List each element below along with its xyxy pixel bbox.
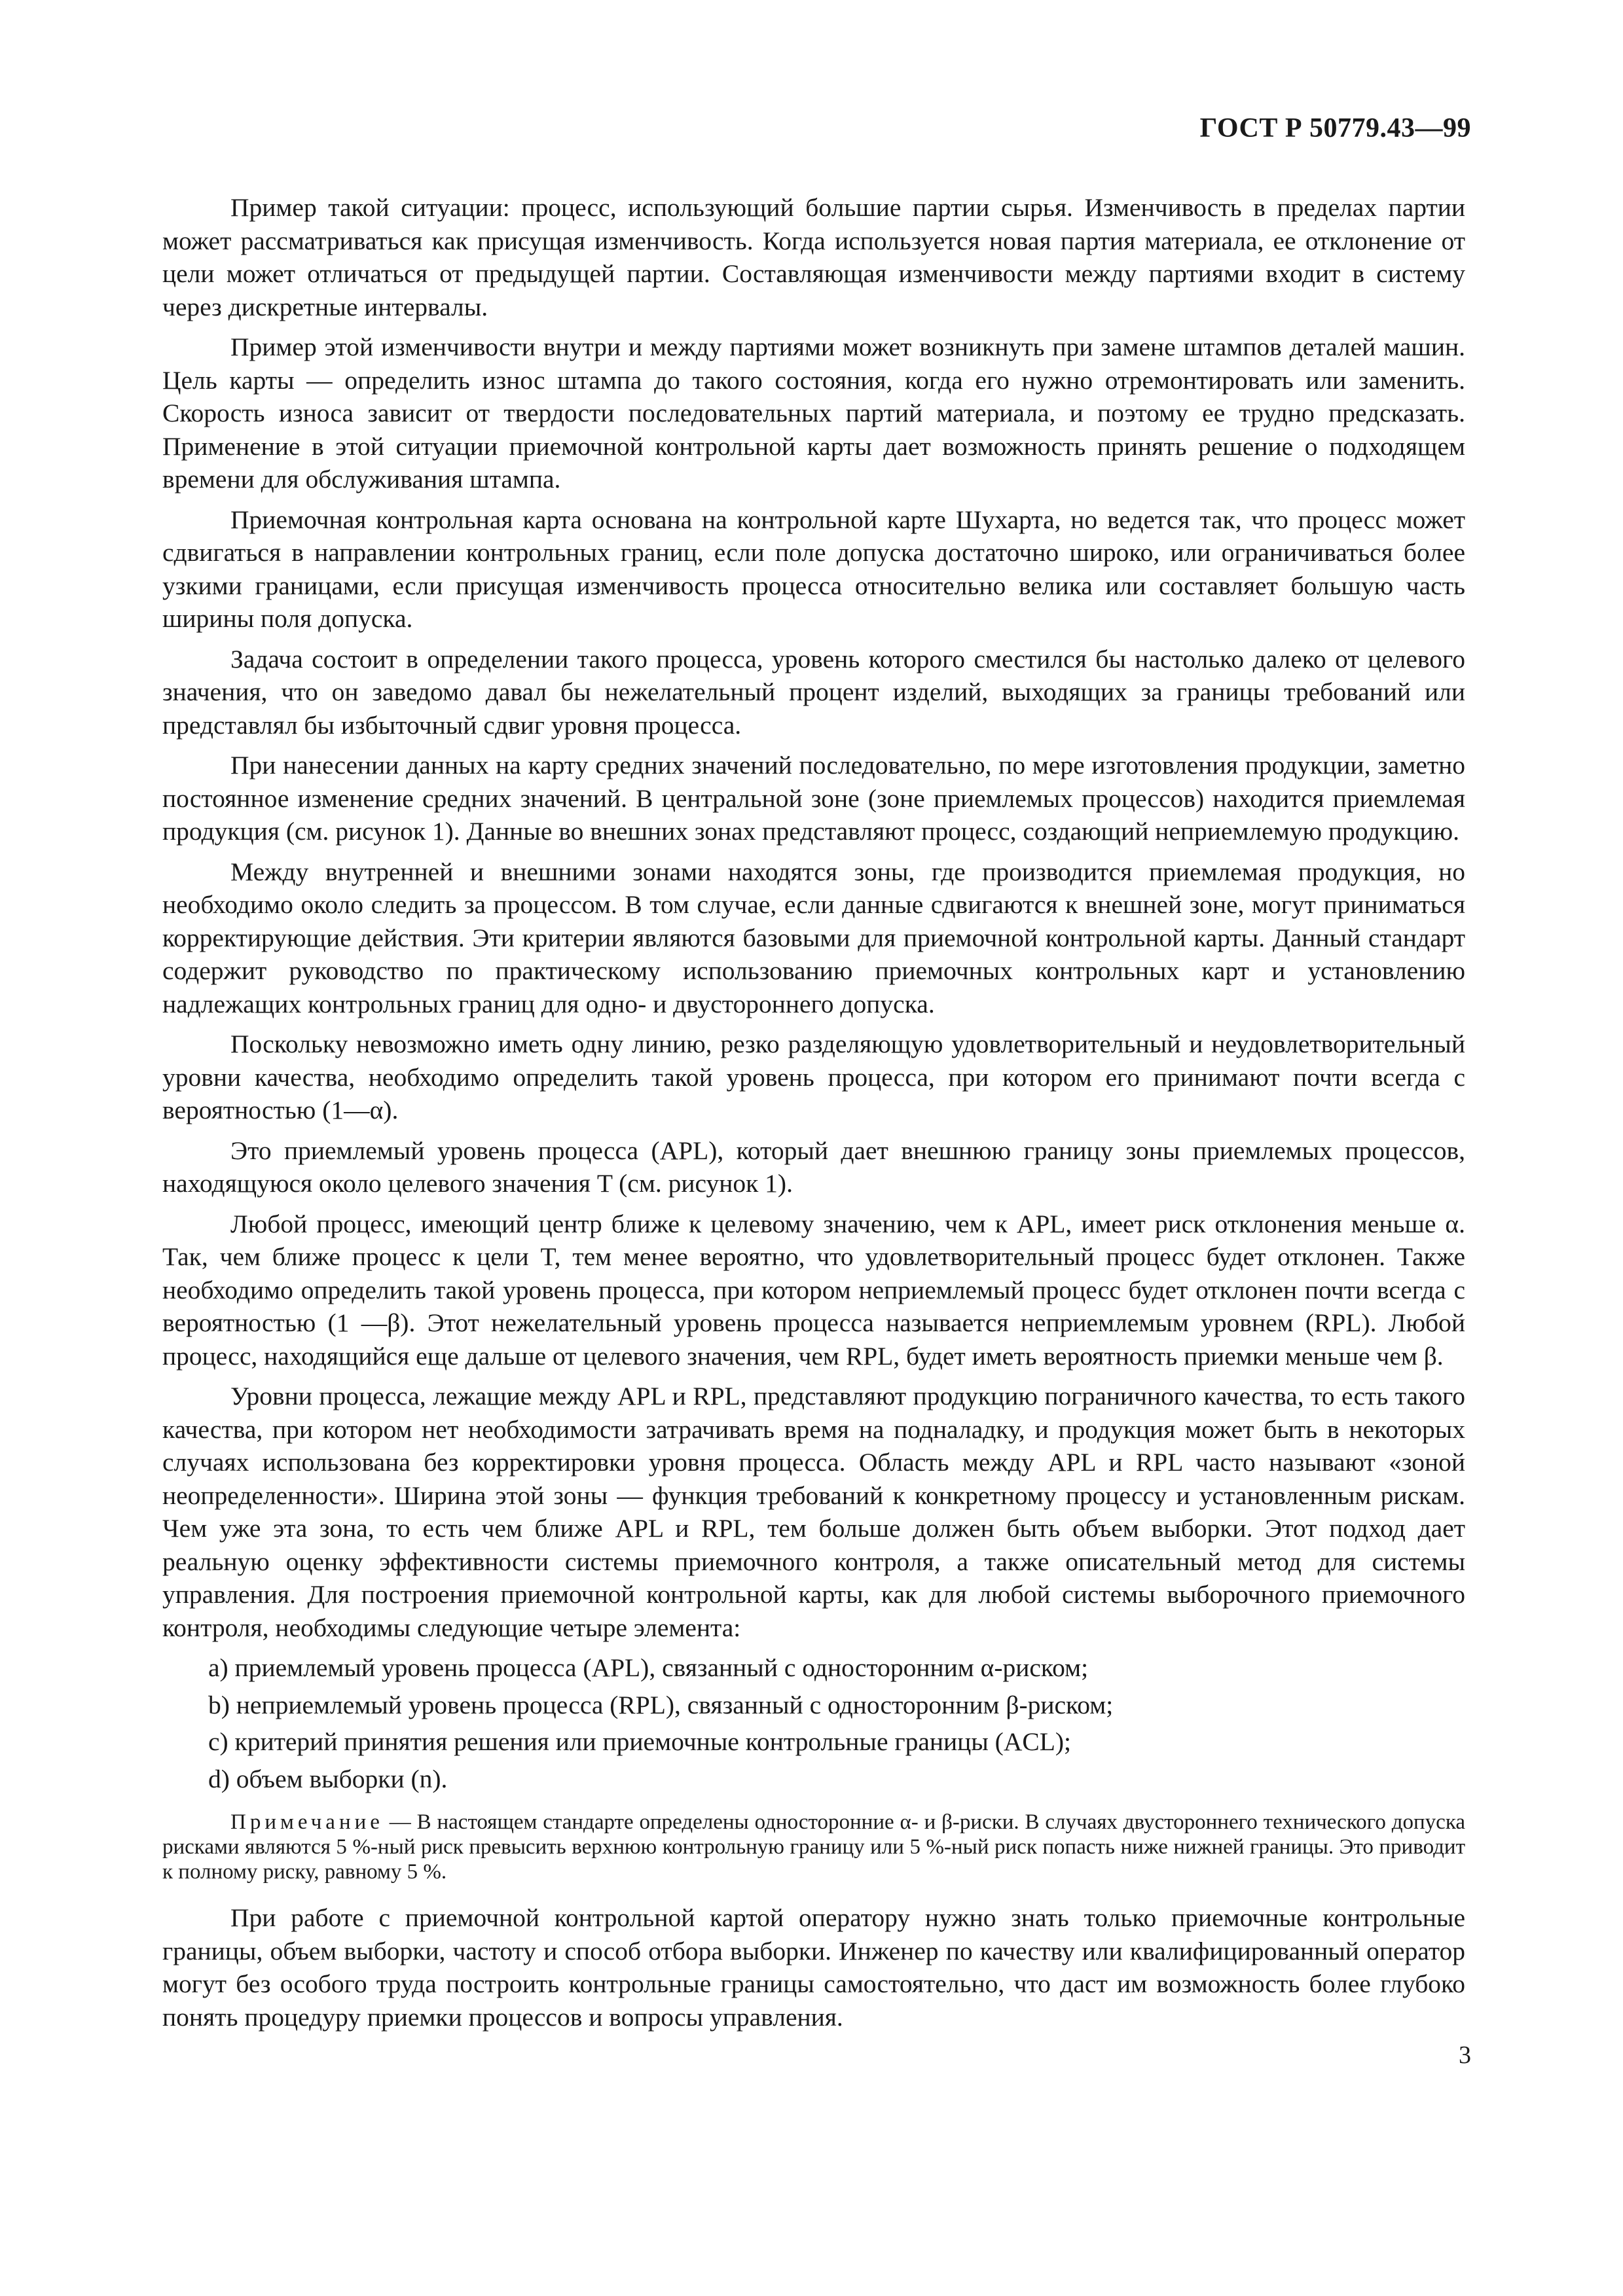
paragraph: При работе с приемочной контрольной картой оператору нужно знать только приемочные контрольные границы, объем выборки, частоту и способ отбора выборки. Инженер по качеству или квалифицированный оператор могут без особого труда построить контрольные границы самостоятельно, что даст им возможность более глубоко понять процедуру приемки процессов и вопросы управления. — [162, 1903, 1465, 2032]
list-item: a) приемлемый уровень процесса (APL), связанный с односторонним α-риском; — [208, 1653, 1089, 1682]
page-number: 3 — [1459, 2041, 1471, 2069]
note — [162, 1810, 1465, 1884]
paragraph: Приемочная контрольная карта основана на контрольной карте Шухарта, но ведется так, что процесс может сдвигаться в направлении контрольных границ, если поле допуска достаточно широко, или ограничиваться более узкими границами, если присущая изменчивость процесса относительно велика или составляет большую часть ширины поля допуска. — [162, 505, 1465, 633]
paragraph: Это приемлемый уровень процесса (APL), который дает внешнюю границу зоны приемлемых процессов, находящуюся около целевого значения T (см. рисунок 1). — [162, 1136, 1465, 1198]
list-item: d) объем выборки (n). — [208, 1764, 448, 1793]
note-label: Примечание — [230, 1810, 384, 1834]
note-text: — В настоящем стандарте определены односторонние α- и β-риски. В случаях двустороннего технического допуска рисками являются 5 %-ный риск превысить верхнюю контрольную границу или 5 %-ный риск попасть ниже нижней границы. Это приводит к полному риску, равному 5 %. — [162, 1810, 1466, 1884]
paragraph: При нанесении данных на карту средних значений последовательно, по мере изготовления продукции, заметно постоянное изменение средних значений. В центральной зоне (зоне приемлемых процессов) находится приемлемая продукция (см. рисунок 1). Данные во внешних зонах представляют процесс, создающий неприемлемую продукцию. — [162, 751, 1465, 846]
paragraph: Пример этой изменчивости внутри и между партиями может возникнуть при замене штампов деталей машин. Цель карты — определить износ штампа до такого состояния, когда его нужно отремонтировать или заменить. Скорость износа зависит от твердости последовательных партий материала, и поэтому ее трудно предсказать. Применение в этой ситуации приемочной контрольной карты дает возможность принять решение о подходящем времени для обслуживания штампа. — [162, 332, 1465, 493]
paragraph: Пример такой ситуации: процесс, использующий большие партии сырья. Изменчивость в пределах партии может рассматриваться как присущая изменчивость. Когда используется новая партия материала, ее отклонение от цели может отличаться от предыдущей партии. Составляющая изменчивости между партиями входит в систему через дискретные интервалы. — [162, 193, 1465, 321]
document-body — [162, 191, 1465, 2041]
document-header: ГОСТ Р 50779.43—99 — [1199, 113, 1471, 143]
paragraph: Поскольку невозможно иметь одну линию, резко разделяющую удовлетворительный и неудовлетворительный уровни качества, необходимо определить такой уровень процесса, при котором его принимают почти всегда с вероятностью (1—α). — [162, 1030, 1465, 1124]
list-item: b) неприемлемый уровень процесса (RPL), связанный с односторонним β-риском; — [208, 1690, 1114, 1719]
paragraph: Уровни процесса, лежащие между APL и RPL, представляют продукцию пограничного качества, то есть такого качества, при котором нет необходимости затрачивать время на подналадку, и продукция может быть в некоторых случаях использована без корректировки уровня процесса. Область между APL и RPL часто называют «зоной неопределенности». Ширина этой зоны — функция требований к конкретному процессу и установленным рискам. Чем уже эта зона, то есть чем ближе APL и RPL, тем больше должен быть объем выборки. Этот подход дает реальную оценку эффективности системы приемочного контроля, а также описательный метод для системы управления. Для построения приемочной контрольной карты, как для любой системы выборочного приемочного контроля, необходимы следующие четыре элемента: — [162, 1382, 1465, 1642]
paragraph: Между внутренней и внешними зонами находятся зоны, где производится приемлемая продукция, но необходимо около следить за процессом. В том случае, если данные сдвигаются к внешней зоне, могут приниматься корректирующие действия. Эти критерии являются базовыми для приемочной контрольной карты. Данный стандарт содержит руководство по практическому использованию приемочных контрольных карт и установлению надлежащих контрольных границ для одно- и двустороннего допуска. — [162, 857, 1465, 1018]
paragraph: Любой процесс, имеющий центр ближе к целевому значению, чем к APL, имеет риск отклонения меньше α. Так, чем ближе процесс к цели T, тем менее вероятно, что удовлетворительный процесс будет отклонен. Также необходимо определить такой уровень процесса, при котором неприемлемый процесс будет отклонен почти всегда с вероятностью (1 —β). Этот нежелательный уровень процесса называется неприемлемым уровнем (RPL). Любой процесс, находящийся еще дальше от целевого значения, чем RPL, будет иметь вероятность приемки меньше чем β. — [162, 1209, 1465, 1371]
paragraph: Задача состоит в определении такого процесса, уровень которого сместился бы настолько далеко от целевого значения, что он заведомо давал бы нежелательный процент изделий, выходящих за границы требований или представлял бы избыточный сдвиг уровня процесса. — [162, 644, 1465, 740]
list-item: c) критерий принятия решения или приемочные контрольные границы (ACL); — [208, 1727, 1071, 1756]
